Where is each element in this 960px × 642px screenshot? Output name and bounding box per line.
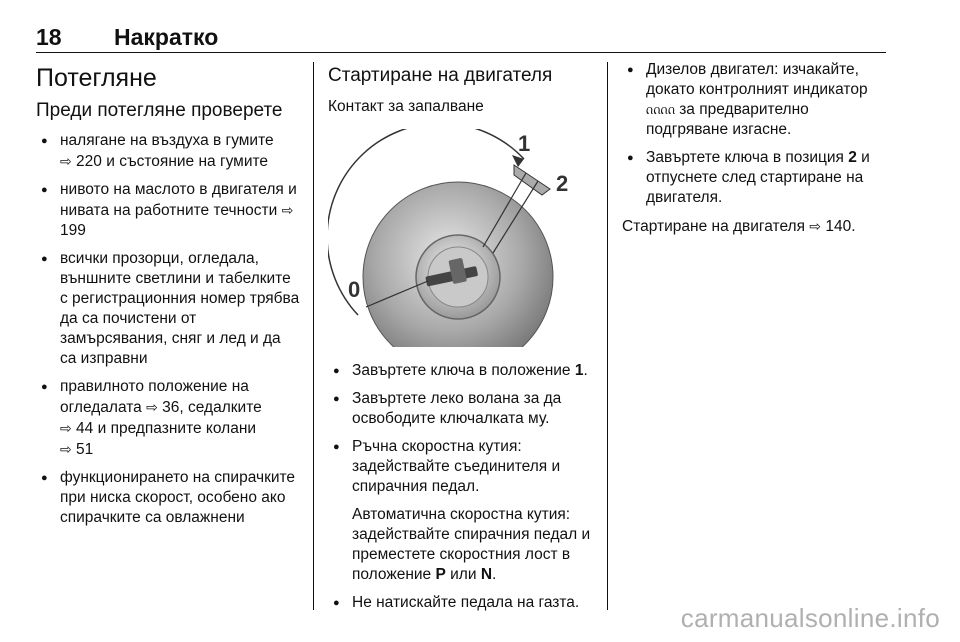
reference-arrow-icon: ⇨ bbox=[146, 399, 158, 415]
list-item: ● всички прозорци, огледала, външните светлини и табелките с регистрационния номер трябва да са почистени от замърсявания, сняг и лед и да са изправни bbox=[36, 249, 300, 369]
page-reference[interactable]: 199 bbox=[60, 222, 86, 239]
reference-arrow-icon: ⇨ bbox=[281, 202, 294, 218]
watermark: carmanualsonline.info bbox=[680, 603, 940, 633]
list-item: ● Завъртете ключа в позиция 2 и отпуснете след стартиране на двигателя. bbox=[622, 148, 890, 208]
column-divider bbox=[607, 62, 608, 610]
reference-arrow-icon: ⇨ bbox=[60, 441, 72, 457]
list-item: ● Завъртете леко волана за да освободите ключалката му. bbox=[328, 389, 594, 429]
reference-arrow-icon: ⇨ bbox=[60, 420, 72, 436]
list-item: ● функционирането на спирачките при ниска скорост, особено ако спирачките са овлажнени bbox=[36, 468, 300, 528]
column-3 bbox=[622, 60, 890, 245]
column-2 bbox=[328, 60, 594, 621]
section-title: Потегляне bbox=[36, 64, 157, 92]
column-1 bbox=[36, 60, 300, 536]
page-reference[interactable]: 36 bbox=[162, 399, 180, 416]
list-item: ● Не натискайте педала на газта. bbox=[328, 593, 594, 613]
start-steps bbox=[328, 361, 594, 613]
page-reference[interactable]: 44 bbox=[76, 420, 94, 437]
cross-reference: Стартиране на двигателя ⇨ 140. bbox=[622, 218, 856, 235]
page-reference[interactable]: 140 bbox=[825, 218, 852, 235]
ignition-switch-figure bbox=[328, 129, 594, 347]
section-title: Стартиране на двигателя bbox=[328, 65, 553, 86]
list-item: ● нивото на маслото в двигателя и нивата на работните течности ⇨ 199 bbox=[36, 180, 300, 241]
column-divider bbox=[313, 62, 314, 610]
page-number: 18 bbox=[36, 24, 62, 50]
list-item: ● Завъртете ключа в положение 1. bbox=[328, 361, 594, 381]
page-reference[interactable]: 220 bbox=[76, 153, 102, 170]
page-reference[interactable]: 51 bbox=[76, 441, 94, 458]
section-subtitle: Преди потегляне проверете bbox=[36, 100, 283, 121]
section-subtitle: Контакт за запалване bbox=[328, 98, 484, 115]
glow-plug-icon: ᦶᦶ bbox=[646, 101, 675, 118]
position-label-0: 0 bbox=[348, 277, 361, 302]
page-header bbox=[36, 22, 886, 53]
chapter-title: Накратко bbox=[114, 24, 219, 50]
list-item: ● Ръчна скоростна кутия: задействайте съединителя и спирачния педал. Автоматична скоростна кутия: задействайте спирачния педал и преместете скоростния лост в положение P или N. bbox=[328, 437, 594, 585]
reference-arrow-icon: ⇨ bbox=[60, 153, 72, 169]
list-item: ● Дизелов двигател: изчакайте, докато контролният индикатор ᦶᦶ за предварително подгряване изгасне. bbox=[622, 60, 890, 140]
reference-arrow-icon: ⇨ bbox=[809, 218, 822, 234]
list-item: ● налягане на въздуха в гумите ⇨ 220 и състояние на гумите bbox=[36, 131, 300, 172]
ignition-switch-illustration bbox=[328, 129, 594, 347]
list-item: ● правилното положение на огледалата ⇨ 36, седалките ⇨ 44 и предпазните колани ⇨ 51 bbox=[36, 377, 300, 460]
checklist bbox=[36, 131, 300, 528]
position-label-1: 1 bbox=[518, 131, 531, 156]
start-steps-continued bbox=[622, 60, 890, 208]
position-label-2: 2 bbox=[556, 171, 569, 196]
